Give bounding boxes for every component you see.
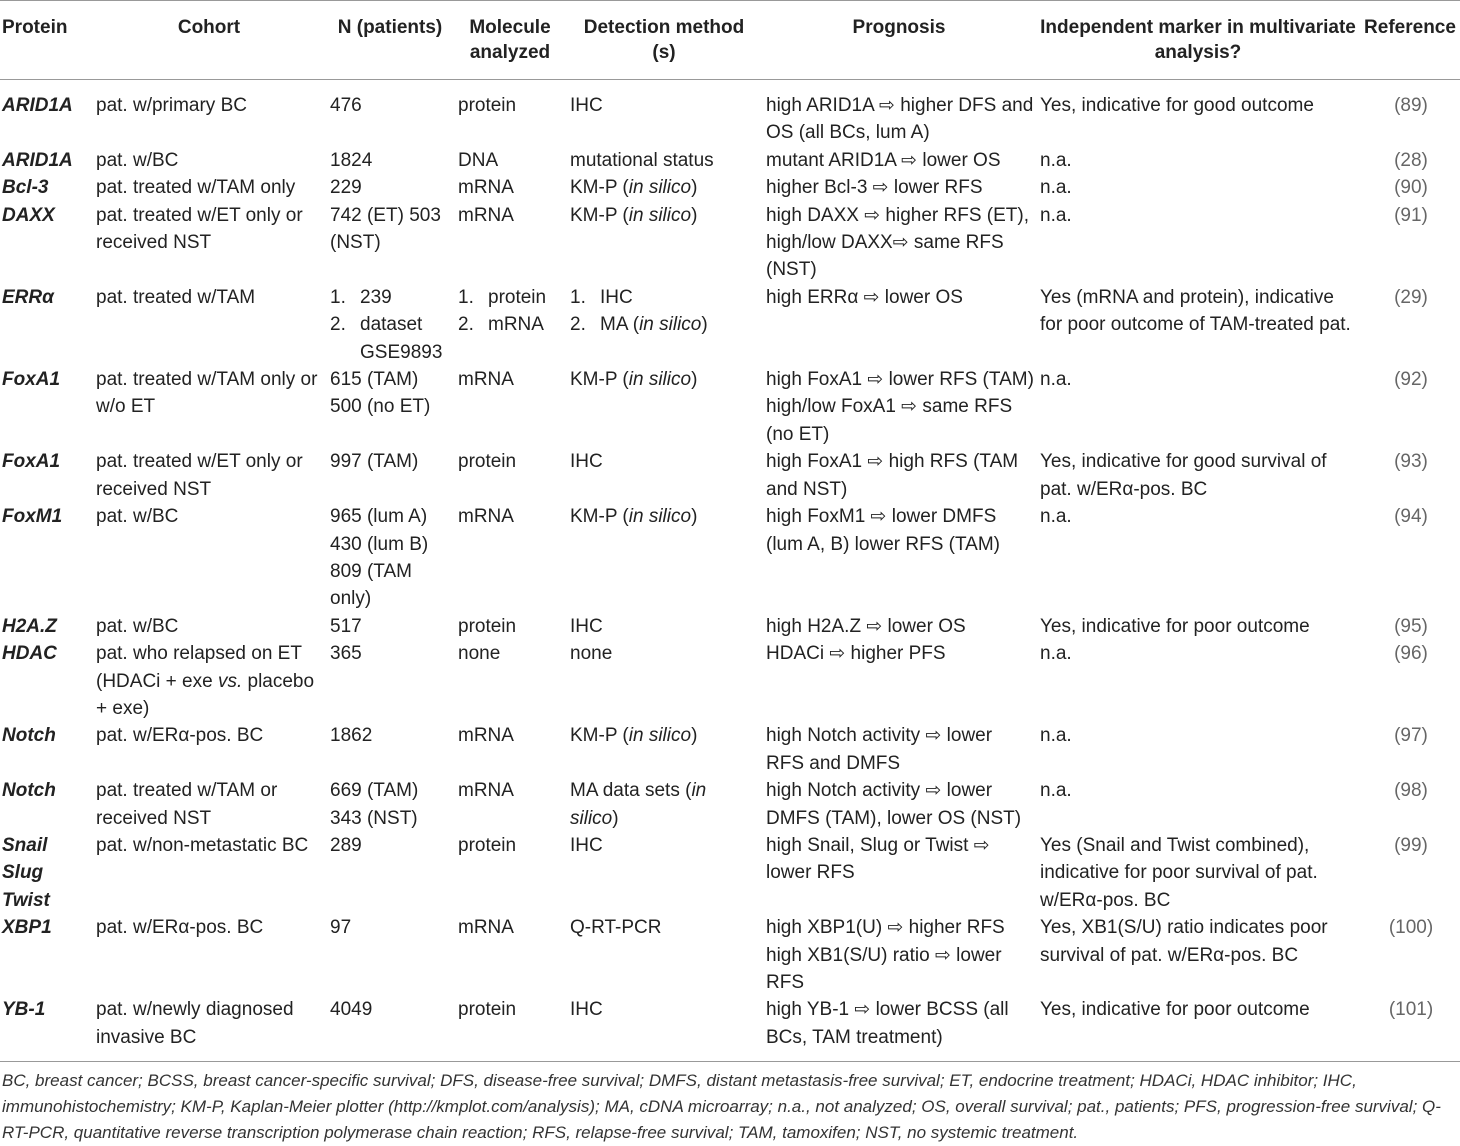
prognosis-cell: HDACi ⇨ higher PFS (766, 643, 946, 665)
n-patients-cell: 742 (ET) 503 (NST) (330, 204, 441, 254)
prognosis-cell: high YB-1 ⇨ lower BCSS (all BCs, TAM treatment) (762, 996, 1036, 1061)
molecule-cell: mRNA (458, 204, 514, 226)
reference-cell: (89) (1394, 95, 1428, 116)
molecule-cell: none (458, 643, 501, 665)
table-body (0, 80, 1460, 1062)
detection-method-cell (566, 722, 762, 777)
molecule-cell: mRNA (458, 177, 514, 199)
header-prognosis: Prognosis (762, 1, 1036, 80)
method-prefix: KM-P ( (570, 506, 629, 528)
n-patients-cell: 229 (330, 177, 362, 199)
prognosis-cell: high FoxA1 ⇨ lower RFS (TAM) high/low FoxA1 ⇨ same RFS (no ET) (766, 369, 1034, 445)
reference-cell: (98) (1394, 780, 1428, 802)
reference-cell: (101) (1360, 996, 1460, 1061)
molecule_list-numbered-list (458, 284, 564, 339)
list-number: 1. (330, 286, 346, 308)
prognosis-cell: high ARID1A ⇨ higher DFS and OS (all BCs, lum A) (766, 95, 1034, 144)
cohort-cell: pat. w/non-metastatic BC (96, 834, 309, 856)
table-row (0, 448, 1460, 503)
header-cohort: Cohort (92, 1, 326, 80)
header-protein: Protein (0, 1, 92, 80)
independent-marker-cell: n.a. (1040, 204, 1072, 226)
molecule-cell: mRNA (458, 369, 514, 391)
detection-method-cell (566, 284, 762, 366)
method-italic: in silico (628, 506, 692, 528)
prognosis-cell: high Snail, Slug or Twist ⇨ lower RFS (766, 834, 990, 884)
n-patients-cell: 365 (330, 643, 362, 665)
method_list-numbered-list (570, 284, 760, 339)
prognosis-cell: high ERRα ⇨ lower OS (766, 286, 963, 308)
table-row (0, 996, 1460, 1061)
reference-cell: (96) (1394, 643, 1428, 665)
table-row (0, 640, 1460, 722)
header-detection-method: Detection method (s) (566, 1, 762, 80)
n-patients-cell: 669 (TAM) 343 (NST) (330, 780, 419, 829)
method-italic: in silico (628, 177, 692, 199)
reference-cell: (95) (1394, 615, 1428, 637)
method_list-item (570, 311, 760, 338)
prognosis-line: high XB1(S/U) ratio ⇨ lower RFS (766, 944, 1002, 993)
molecule-cell: protein (458, 615, 517, 637)
table-row (0, 147, 1460, 174)
method-prefix: KM-P ( (570, 369, 629, 391)
molecule-cell: mRNA (458, 725, 514, 747)
independent-marker-cell: Yes (Snail and Twist combined), indicative for poor survival of pat. w/ERα-pos. BC (1040, 834, 1318, 911)
n-patients-cell: 1862 (330, 725, 373, 747)
molecule_list-item (458, 284, 564, 311)
protein-cell (0, 832, 92, 914)
detection-method-cell: Q-RT-PCR (570, 917, 662, 939)
cohort-suffix: placebo + exe) (96, 670, 315, 719)
list-text-prefix: MA ( (600, 314, 640, 336)
protein-cell: Bcl-3 (2, 177, 49, 199)
protein-line: Twist (2, 889, 50, 911)
detection-method-cell: IHC (570, 615, 603, 637)
cohort-cell: pat. w/BC (96, 506, 179, 528)
protein-cell: DAXX (2, 204, 55, 226)
cohort-cell: pat. treated w/ET only or received NST (96, 204, 303, 254)
list-text: protein (488, 286, 547, 308)
n-patients-cell: 517 (330, 615, 362, 637)
n-patients-cell: 965 (lum A) 430 (lum B) 809 (TAM only) (330, 506, 429, 610)
cohort-cell: pat. treated w/TAM only (96, 177, 296, 199)
independent-marker-cell: Yes, indicative for poor outcome (1036, 996, 1360, 1061)
prognosis-cell: high Notch activity ⇨ lower DMFS (TAM), lower OS (NST) (766, 780, 1022, 829)
protein-cell: ARID1A (2, 149, 73, 171)
list-number: 1. (570, 286, 586, 308)
protein-cell: YB-1 (0, 996, 92, 1061)
table-row (0, 914, 1460, 996)
method-prefix: KM-P ( (570, 177, 629, 199)
prognosis-cell: high FoxA1 ⇨ high RFS (TAM and NST) (766, 451, 1019, 500)
reference-cell: (92) (1394, 369, 1428, 391)
reference-cell: (97) (1394, 725, 1428, 747)
prognosis-cell: high DAXX ⇨ higher RFS (ET), high/low DAXX⇨ same RFS (NST) (766, 204, 1030, 281)
detection-method-cell: none (570, 643, 613, 665)
list-text: mRNA (488, 314, 544, 336)
reference-cell: (28) (1394, 149, 1428, 171)
independent-marker-cell: n.a. (1040, 643, 1072, 665)
list-number: 1. (458, 286, 474, 308)
reference-cell: (91) (1394, 204, 1428, 226)
table-row (0, 174, 1460, 201)
reference-cell: (93) (1394, 451, 1428, 473)
list-text-suffix: ) (701, 314, 708, 336)
cohort-cell: pat. treated w/ET only or received NST (96, 451, 303, 500)
independent-marker-cell: Yes, indicative for poor outcome (1040, 615, 1310, 637)
molecule-cell: protein (454, 996, 566, 1061)
method-italic: in silico (570, 780, 707, 829)
method-suffix: ) (691, 369, 698, 391)
molecule-cell: DNA (458, 149, 499, 171)
detection-method-cell (566, 366, 762, 448)
independent-marker-cell: n.a. (1040, 506, 1072, 528)
method-suffix: ) (691, 177, 698, 199)
n-patients-cell: 289 (330, 834, 362, 856)
independent-marker-cell: n.a. (1040, 149, 1072, 171)
independent-marker-cell: n.a. (1040, 780, 1072, 802)
prognosis-cell: high Notch activity ⇨ lower RFS and DMFS (766, 725, 993, 774)
protein-cell: HDAC (2, 643, 57, 665)
independent-marker-cell: n.a. (1040, 369, 1072, 391)
protein-cell: FoxA1 (2, 369, 61, 391)
n-patients-cell: 1824 (330, 149, 373, 171)
protein-line: Slug (2, 862, 44, 884)
independent-marker-cell: Yes, XB1(S/U) ratio indicates poor survival of pat. w/ERα-pos. BC (1040, 917, 1328, 966)
cohort-cell: pat. treated w/TAM (96, 286, 256, 308)
detection-method-cell (566, 174, 762, 201)
reference-cell: (90) (1394, 177, 1428, 199)
cohort-prefix: pat. who relapsed on ET (HDACi + exe (96, 643, 302, 692)
table-footnote: BC, breast cancer; BCSS, breast cancer-specific survival; DFS, disease-free survival; DMFS, distant metastasis-free survival; ET, endocrine treatment; HDACi, HDAC inhibitor; IHC, immunohistochemistry; KM-P, Kaplan-Meier plotter (http://kmplot.com/analysis); MA, cDNA microarray; n.a., not analyzed; OS, overall survival; pat., patients; PFS, progression-free survival; Q-RT-PCR, quantitative reverse transcription polymerase chain reaction; RFS, relapse-free survival; TAM, tamoxifen; NST, no systemic treatment. (2, 1071, 1441, 1142)
protein-cell: H2A.Z (2, 615, 57, 637)
molecule-cell: mRNA (458, 917, 514, 939)
list-text: IHC (600, 286, 633, 308)
cohort-cell (92, 640, 326, 722)
n_list-numbered-list (330, 284, 452, 366)
header-independent-marker: Independent marker in multivariate analysis? (1036, 1, 1360, 80)
method-italic: in silico (628, 369, 692, 391)
method-italic: in silico (628, 725, 692, 747)
reference-cell: (94) (1394, 506, 1428, 528)
method-suffix: ) (691, 506, 698, 528)
prognosis-cell: mutant ARID1A ⇨ lower OS (766, 149, 1001, 171)
prognosis-cell: high H2A.Z ⇨ lower OS (766, 615, 966, 637)
cohort-cell: pat. treated w/TAM or received NST (96, 780, 278, 829)
list-text: dataset GSE9893 (360, 314, 443, 363)
cohort-cell: pat. w/primary BC (96, 95, 247, 116)
detection-method-cell: IHC (570, 95, 603, 116)
method-suffix: ) (691, 204, 698, 226)
list-text-italic: in silico (639, 314, 702, 336)
independent-marker-cell: Yes, indicative for good outcome (1040, 95, 1314, 116)
detection-method-cell: IHC (570, 451, 603, 473)
molecule-cell: mRNA (458, 780, 514, 802)
header-n-patients: N (patients) (326, 1, 454, 80)
table-row (0, 80, 1460, 147)
detection-method-cell: IHC (566, 996, 762, 1061)
protein-cell: XBP1 (2, 917, 52, 939)
header-reference: Reference (1360, 1, 1460, 80)
header-row (0, 1, 1460, 80)
molecule-cell: protein (458, 451, 517, 473)
protein-cell: FoxA1 (2, 451, 61, 473)
molecule-cell: mRNA (458, 506, 514, 528)
method-prefix: MA data sets ( (570, 780, 692, 802)
n-patients-cell: 615 (TAM) 500 (no ET) (330, 369, 431, 418)
method-prefix: KM-P ( (570, 204, 629, 226)
independent-marker-cell: Yes (mRNA and protein), indicative for poor outcome of TAM-treated pat. (1040, 286, 1351, 336)
molecule_list-item (458, 311, 564, 338)
reference-cell: (100) (1388, 917, 1434, 939)
n-patients-cell: 476 (330, 95, 362, 116)
table-row (0, 722, 1460, 777)
reference-cell: (29) (1394, 286, 1428, 308)
method-suffix: ) (691, 725, 698, 747)
detection-method-cell (566, 202, 762, 284)
protein-cell: ARID1A (2, 95, 73, 116)
protein-cell: FoxM1 (2, 506, 63, 528)
independent-marker-cell: Yes, indicative for good survival of pat. w/ERα-pos. BC (1040, 451, 1327, 500)
protein-cell: Notch (2, 780, 56, 802)
list-number: 2. (570, 314, 586, 336)
table-row (0, 832, 1460, 914)
n-patients-cell (326, 284, 454, 366)
protein-cell: Notch (2, 725, 56, 747)
method-italic: in silico (628, 204, 692, 226)
detection-method-cell (566, 503, 762, 613)
table-row (0, 503, 1460, 613)
independent-marker-cell: n.a. (1040, 725, 1072, 747)
cohort-cell: pat. treated w/TAM only or w/o ET (96, 369, 318, 418)
protein-cell: ERRα (2, 286, 54, 308)
table-row (0, 202, 1460, 284)
prognosis-line: high XBP1(U) ⇨ higher RFS (766, 917, 1005, 939)
list-number: 2. (458, 314, 474, 336)
table-row (0, 613, 1460, 640)
n_list-item (330, 284, 452, 311)
cohort-cell: pat. w/ERα-pos. BC (96, 917, 264, 939)
method-suffix: ) (612, 807, 619, 829)
molecule-cell: protein (458, 95, 517, 116)
n-patients-cell: 4049 (326, 996, 454, 1061)
cohort-cell: pat. w/ERα-pos. BC (96, 725, 264, 747)
detection-method-cell: mutational status (570, 149, 714, 171)
n-patients-cell: 997 (TAM) (330, 451, 419, 473)
detection-method-cell: IHC (570, 834, 603, 856)
table-row (0, 366, 1460, 448)
n_list-item (330, 311, 452, 366)
method-prefix: KM-P ( (570, 725, 629, 747)
table-row (0, 284, 1460, 366)
detection-method-cell (566, 777, 762, 832)
table-row (0, 777, 1460, 832)
header-molecule: Molecule analyzed (454, 1, 566, 80)
list-number: 2. (330, 314, 346, 336)
cohort-cell: pat. w/BC (96, 615, 179, 637)
cohort-cell: pat. w/newly diagnosed invasive BC (92, 996, 326, 1061)
prognosis-cell: high FoxM1 ⇨ lower DMFS (lum A, B) lower RFS (TAM) (766, 506, 1000, 555)
prognosis-cell (762, 914, 1036, 996)
n-patients-cell: 97 (330, 917, 352, 939)
method_list-item (570, 284, 760, 311)
independent-marker-cell: n.a. (1040, 177, 1072, 199)
reference-cell: (99) (1394, 834, 1428, 856)
cohort-cell: pat. w/BC (96, 149, 179, 171)
cohort-italic: vs. (217, 670, 243, 692)
table-header (0, 1, 1460, 80)
list-text: 239 (360, 286, 392, 308)
prognosis-cell: higher Bcl-3 ⇨ lower RFS (766, 177, 983, 199)
molecule-cell (454, 284, 566, 366)
protein-line: Snail (2, 834, 48, 856)
molecule-cell: protein (458, 834, 517, 856)
